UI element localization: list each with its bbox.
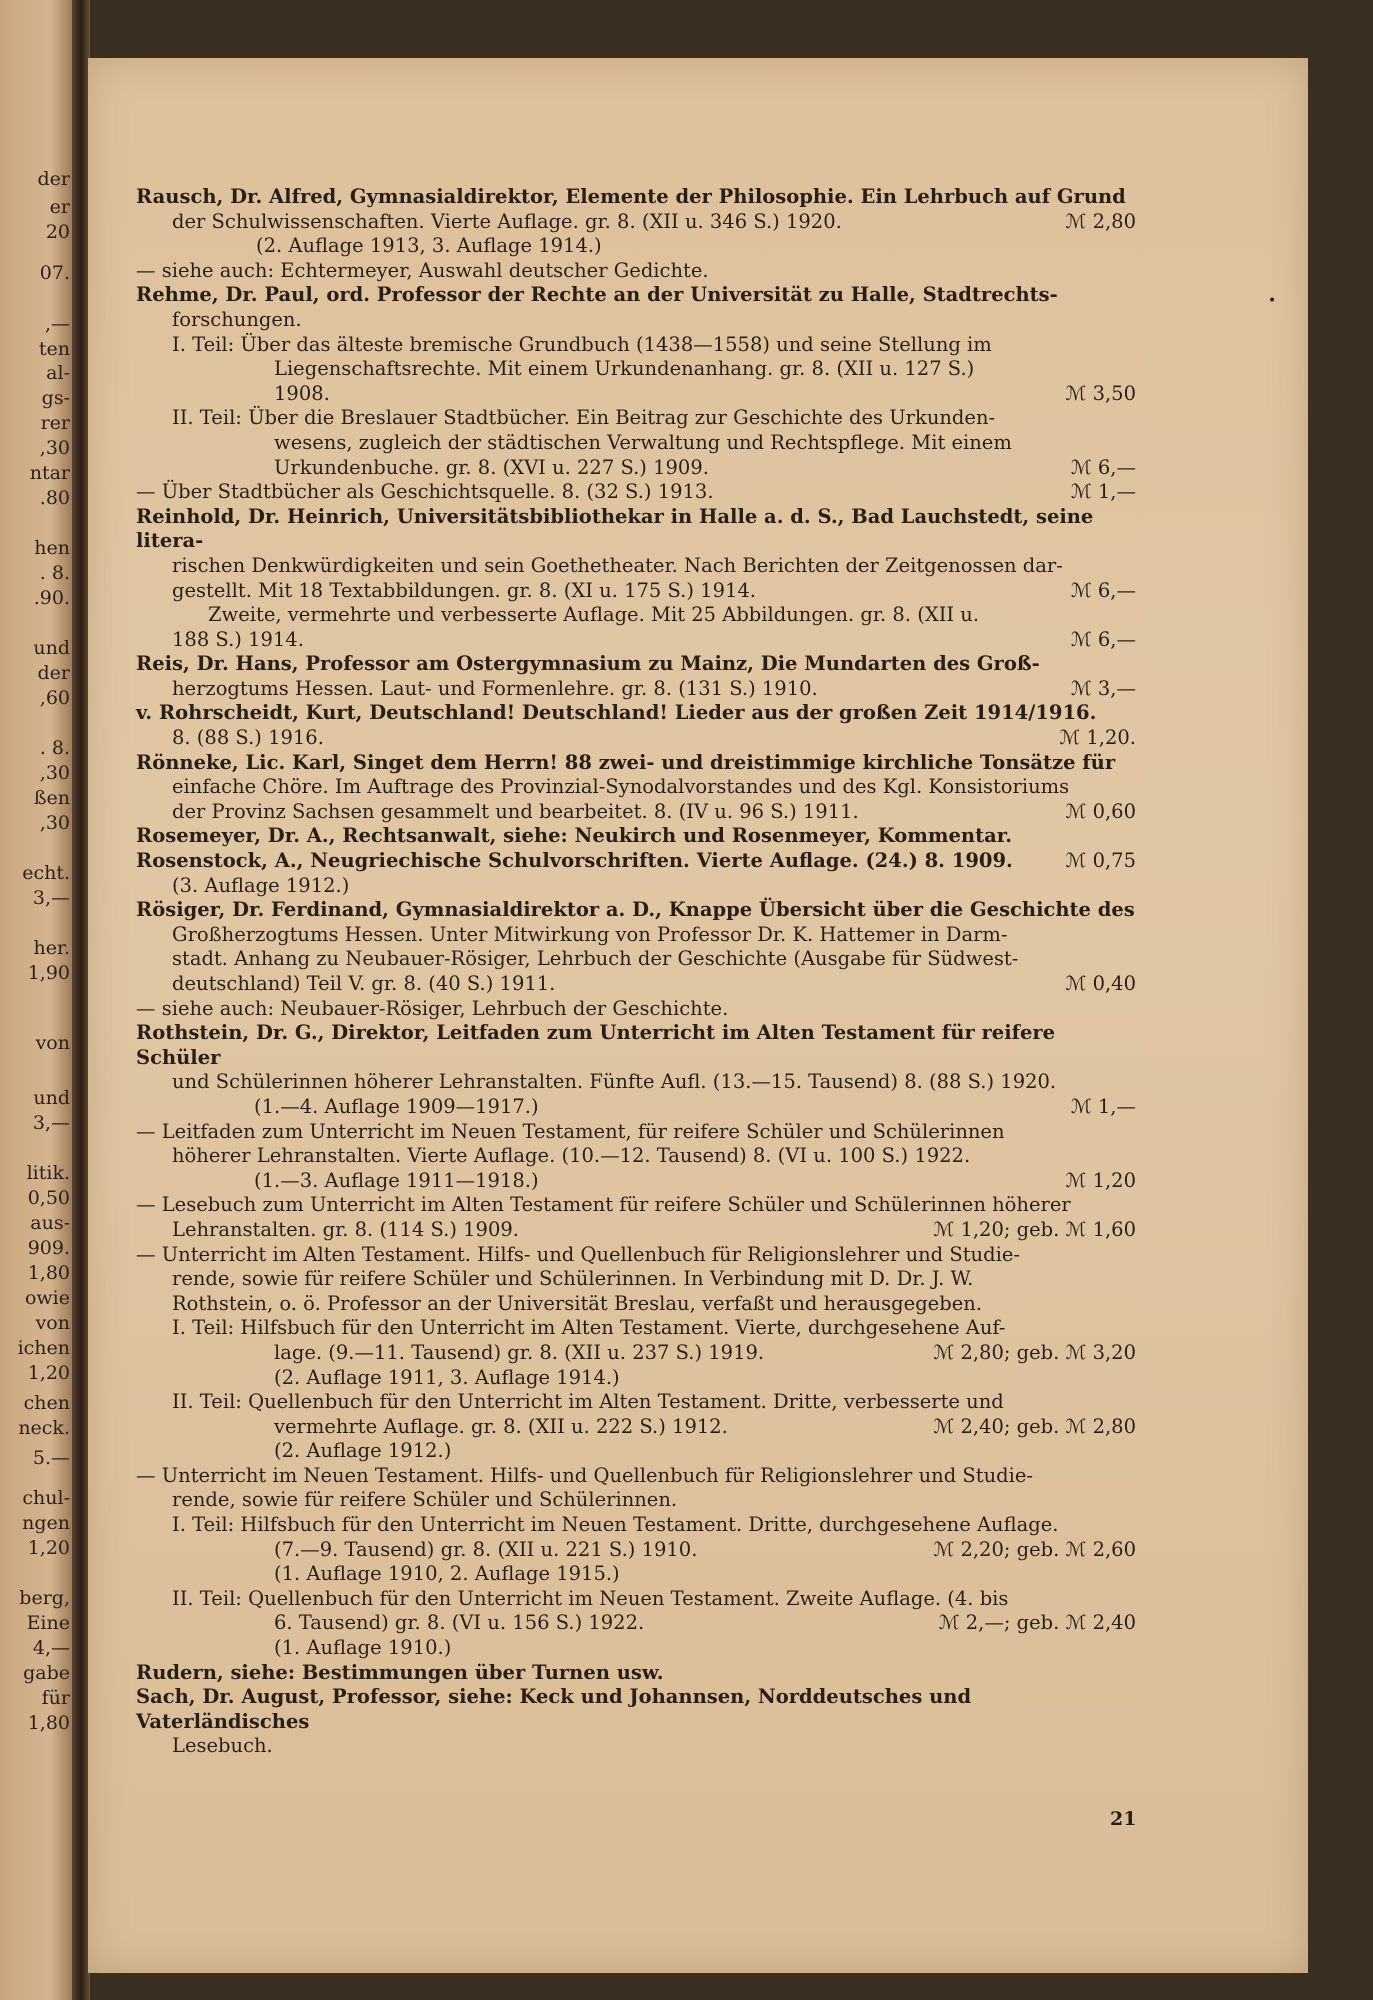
catalog-entry-line: deutschland) Teil V. gr. 8. (40 S.) 1911. ℳ 0,40 [172,972,1136,995]
catalog-subentry: II. Teil: Über die Breslauer Stadtbücher. Ein Beitrag zur Geschichte des Urkunden- [172,406,996,430]
catalog-entry-line: höherer Lehranstalten. Vierte Auflage. (10.—12. Tausend) 8. (VI u. 100 S.) 1922. [172,1144,971,1168]
price: ℳ 1,20 [1065,1168,1136,1192]
margin-fragment: ,30 [39,437,70,459]
margin-fragment: ,— [44,313,70,335]
catalog-entry: Rudern, siehe: Bestimmungen über Turnen usw. [136,1660,664,1684]
price: ℳ 2,—; geb. ℳ 2,40 [938,1611,1136,1635]
margin-fragment: 20 [45,221,70,243]
catalog-entry-line: Urkundenbuche. gr. 8. (XVI u. 227 S.) 1909. ℳ 6,— [274,455,1136,479]
margin-fragment: neck. [18,1417,70,1439]
margin-fragment: ,60 [39,687,70,709]
price: ℳ 2,80 [1065,209,1136,233]
margin-fragment: gs- [41,387,70,409]
margin-fragment: 07. [39,262,70,284]
margin-fragment: 4,— [32,1637,70,1659]
catalog-entry-line: einfache Chöre. Im Auftrage des Provinzial-Synodalvorstandes und des Kgl. Konsistoriums [172,775,1070,799]
margin-fragment: für [41,1687,70,1709]
margin-fragment: echt. [22,862,70,884]
margin-fragment: 1,20 [27,1537,70,1559]
price: ℳ 3,— [1070,676,1136,700]
margin-fragment: 3,— [32,1112,70,1134]
margin-fragment: litik. [26,1162,70,1184]
margin-fragment: ngen [22,1512,70,1534]
price: ℳ 1,— [1070,1094,1136,1118]
page-number: 21 [1110,1808,1137,1830]
margin-fragment: von [35,1312,70,1334]
price: ℳ 1,20; geb. ℳ 1,60 [933,1217,1136,1241]
price: ℳ 2,40; geb. ℳ 2,80 [933,1414,1136,1438]
price: ℳ 0,75 [1065,849,1136,873]
edition-note: (1. Auflage 1910.) [274,1636,452,1660]
catalog-subentry: I. Teil: Über das älteste bremische Grundbuch (1438—1558) und seine Stellung im [172,332,992,356]
margin-fragment: aus- [30,1212,70,1234]
catalog-entry-line: (1.—3. Auflage 1911—1918.) ℳ 1,20 [254,1168,1136,1192]
price: ℳ 0,60 [1065,799,1136,823]
catalog-entry: Rothstein, Dr. G., Direktor, Leitfaden zum Unterricht im Alten Testament für reifere Schüler [136,1021,1056,1069]
catalog-entry-line: Großherzogtums Hessen. Unter Mitwirkung von Professor Dr. K. Hattemer in Darm- [172,922,1008,946]
edition-note: (3. Auflage 1912.) [172,873,350,897]
stray-mark: • [1268,293,1277,309]
price: ℳ 3,50 [1065,381,1136,405]
margin-fragment: und [33,1087,70,1109]
margin-fragment: chul- [22,1487,70,1509]
margin-fragment: 1,80 [27,1262,70,1284]
catalog-entry: — siehe auch: Neubauer-Rösiger, Lehrbuch der Geschichte. [136,996,729,1020]
margin-fragment: 1,90 [27,962,70,984]
edition-note: (2. Auflage 1911, 3. Auflage 1914.) [274,1365,620,1389]
catalog-entry: — siehe auch: Echtermeyer, Auswahl deutscher Gedichte. [136,258,709,282]
catalog-subentry: I. Teil: Hilfsbuch für den Unterricht im Alten Testament. Vierte, durchgesehene Auf- [172,1316,1006,1340]
catalog-entry: Rausch, Dr. Alfred, Gymnasialdirektor, Elemente der Philosophie. Ein Lehrbuch auf Grund [136,185,1126,208]
catalog-entry: Rönneke, Lic. Karl, Singet dem Herrn! 88 zwei- und dreistimmige kirchliche Tonsätze für [136,750,1116,774]
catalog-entry-line: 188 S.) 1914. ℳ 6,— [172,627,1136,651]
catalog-entry: Reis, Dr. Hans, Professor am Ostergymnasium zu Mainz, Die Mundarten des Groß- [136,652,1040,676]
catalog-entry-line: (7.—9. Tausend) gr. 8. (XII u. 221 S.) 1910. ℳ 2,20; geb. ℳ 2,60 [274,1537,1136,1561]
margin-fragment: Eine [26,1612,70,1634]
margin-fragment: der [37,662,70,684]
catalog-entry: v. Rohrscheidt, Kurt, Deutschland! Deutschland! Lieder aus der großen Zeit 1914/1916. [136,701,1097,725]
price: ℳ 2,80; geb. ℳ 3,20 [933,1340,1136,1364]
margin-fragment: ,30 [39,762,70,784]
margin-fragment: . 8. [39,562,70,584]
price: ℳ 1,20. [1059,726,1136,750]
margin-fragment: her. [33,937,70,959]
catalog-entry: Reinhold, Dr. Heinrich, Universitätsbibliothekar in Halle a. d. S., Bad Lauchstedt, seine litera- [136,504,1094,553]
margin-fragment: hen [34,537,70,559]
catalog-subentry: I. Teil: Hilfsbuch für den Unterricht im Neuen Testament. Dritte, durchgesehene Auflage. [172,1513,1059,1537]
margin-fragment: und [33,637,70,659]
catalog-entry-line: und Schülerinnen höherer Lehranstalten. Fünfte Aufl. (13.—15. Tausend) 8. (88 S.) 1920. [172,1070,1057,1094]
margin-fragment: 1,20 [27,1362,70,1384]
catalog-entry-line: rende, sowie für reifere Schüler und Schülerinnen. In Verbindung mit D. Dr. J. W. [172,1267,974,1291]
price: ℳ 2,20; geb. ℳ 2,60 [933,1537,1136,1561]
edition-note: (2. Auflage 1912.) [274,1439,452,1463]
margin-fragment: ntar [29,462,70,484]
catalog-entry-line: 8. (88 S.) 1916. ℳ 1,20. [172,726,1136,750]
price: ℳ 6,— [1070,455,1136,479]
catalog-entry: — Über Stadtbücher als Geschichtsquelle. 8. (32 S.) 1913. ℳ 1,— [136,480,1136,504]
catalog-entry-line: wesens, zugleich der städtischen Verwaltung und Rechtspflege. Mit einem [274,430,1012,454]
catalog-entry-line: stadt. Anhang zu Neubauer-Rösiger, Lehrbuch der Geschichte (Ausgabe für Südwest- [172,947,1019,971]
catalog-entry: — Leitfaden zum Unterricht im Neuen Testament, für reifere Schüler und Schülerinnen [136,1119,1005,1143]
catalog-entry-line: forschungen. [172,307,302,331]
margin-fragment: ten [38,338,70,360]
price: ℳ 1,— [1070,480,1136,504]
margin-fragment: der [37,168,70,190]
edition-note: (1. Auflage 1910, 2. Auflage 1915.) [274,1562,620,1586]
catalog-entry: Rosenstock, A., Neugriechische Schulvorschriften. Vierte Auflage. (24.) 8. 1909. ℳ 0,75 [136,849,1136,873]
margin-fragment: 1,80 [27,1712,70,1734]
catalog-entry: Rösiger, Dr. Ferdinand, Gymnasialdirektor a. D., Knappe Übersicht über die Geschichte des [136,898,1135,922]
facing-page-edge [0,0,72,2000]
catalog-entry: — Unterricht im Neuen Testament. Hilfs- und Quellenbuch für Religionslehrer und Studie- [136,1463,1033,1487]
catalog-entry-line: Liegenschaftsrechte. Mit einem Urkundenanhang. gr. 8. (XII u. 127 S.) [274,357,975,381]
catalog-entry: — Unterricht im Alten Testament. Hilfs- und Quellenbuch für Religionslehrer und Studie- [136,1242,1020,1266]
margin-fragment: ßen [33,787,70,809]
margin-fragment: von [35,1032,70,1054]
margin-fragment: 0,50 [27,1187,70,1209]
catalog-entry-line: Lehranstalten. gr. 8. (114 S.) 1909. ℳ 1,20; geb. ℳ 1,60 [172,1217,1136,1241]
margin-fragment: 909. [27,1237,70,1259]
price: ℳ 6,— [1070,578,1136,602]
catalog-entry-line: (1.—4. Auflage 1909—1917.) ℳ 1,— [254,1094,1136,1118]
catalog-entry: Rehme, Dr. Paul, ord. Professor der Rechte an der Universität zu Halle, Stadtrechts- [136,283,1058,307]
catalog-entry-line: Rothstein, o. ö. Professor an der Universität Breslau, verfaßt und herausgegeben. [172,1291,983,1315]
margin-fragment: rer [40,412,70,434]
margin-fragment: .80 [39,487,70,509]
margin-fragment: .90. [33,587,70,609]
catalog-entry-line: rende, sowie für reifere Schüler und Schülerinnen. [172,1488,678,1512]
catalog-entry: — Lesebuch zum Unterricht im Alten Testament für reifere Schüler und Schülerinnen höherer [136,1193,1071,1217]
edition-note: (2. Auflage 1913, 3. Auflage 1914.) [256,234,602,258]
catalog-entry-line: der Provinz Sachsen gesammelt und bearbeitet. 8. (IV u. 96 S.) 1911. ℳ 0,60 [172,799,1136,823]
catalog-entry: Rosemeyer, Dr. A., Rechtsanwalt, siehe: Neukirch und Rosenmeyer, Kommentar. [136,824,1013,848]
margin-fragment: 5.— [32,1447,70,1469]
margin-fragment: ,30 [39,812,70,834]
catalog-entry-line: der Schulwissenschaften. Vierte Auflage. gr. 8. (XII u. 346 S.) 1920. ℳ 2,80 [172,209,1136,233]
catalog-entry-line: 6. Tausend) gr. 8. (VI u. 156 S.) 1922. ℳ 2,—; geb. ℳ 2,40 [274,1611,1136,1635]
margin-fragment: 3,— [32,887,70,909]
price: ℳ 0,40 [1065,972,1136,995]
catalog-entry-line: 1908. ℳ 3,50 [274,381,1136,405]
catalog-entry: Sach, Dr. August, Professor, siehe: Keck und Johannsen, Norddeutsches und Vaterländisches [136,1685,972,1733]
catalog-entry-line: herzogtums Hessen. Laut- und Formenlehre. gr. 8. (131 S.) 1910. ℳ 3,— [172,676,1136,700]
margin-fragment: owie [24,1287,70,1309]
catalog-entries [136,185,1136,1759]
catalog-subentry: Zweite, vermehrte und verbesserte Auflage. Mit 25 Abbildungen. gr. 8. (XII u. [208,603,980,627]
catalog-entry-line: lage. (9.—11. Tausend) gr. 8. (XII u. 237 S.) 1919. ℳ 2,80; geb. ℳ 3,20 [274,1340,1136,1364]
margin-fragment: ichen [17,1337,70,1359]
catalog-entry-line: gestellt. Mit 18 Textabbildungen. gr. 8. (XI u. 175 S.) 1914. ℳ 6,— [172,578,1136,602]
margin-fragment: al- [46,362,70,384]
margin-fragment: chen [23,1392,70,1414]
catalog-subentry: II. Teil: Quellenbuch für den Unterricht im Alten Testament. Dritte, verbesserte und [172,1390,1004,1414]
price: ℳ 6,— [1070,627,1136,651]
catalog-entry-line: rischen Denkwürdigkeiten und sein Goethetheater. Nach Berichten der Zeitgenossen dar- [172,553,1063,577]
margin-fragment: . 8. [39,737,70,759]
catalog-entry-line: vermehrte Auflage. gr. 8. (XII u. 222 S.) 1912. ℳ 2,40; geb. ℳ 2,80 [274,1414,1136,1438]
catalog-subentry: II. Teil: Quellenbuch für den Unterricht im Neuen Testament. Zweite Auflage. (4. bis [172,1586,1009,1610]
margin-fragment: gabe [23,1662,70,1684]
catalog-entry-line: Lesebuch. [172,1734,273,1758]
margin-fragment: berg, [19,1587,70,1609]
margin-fragment: er [49,196,70,218]
